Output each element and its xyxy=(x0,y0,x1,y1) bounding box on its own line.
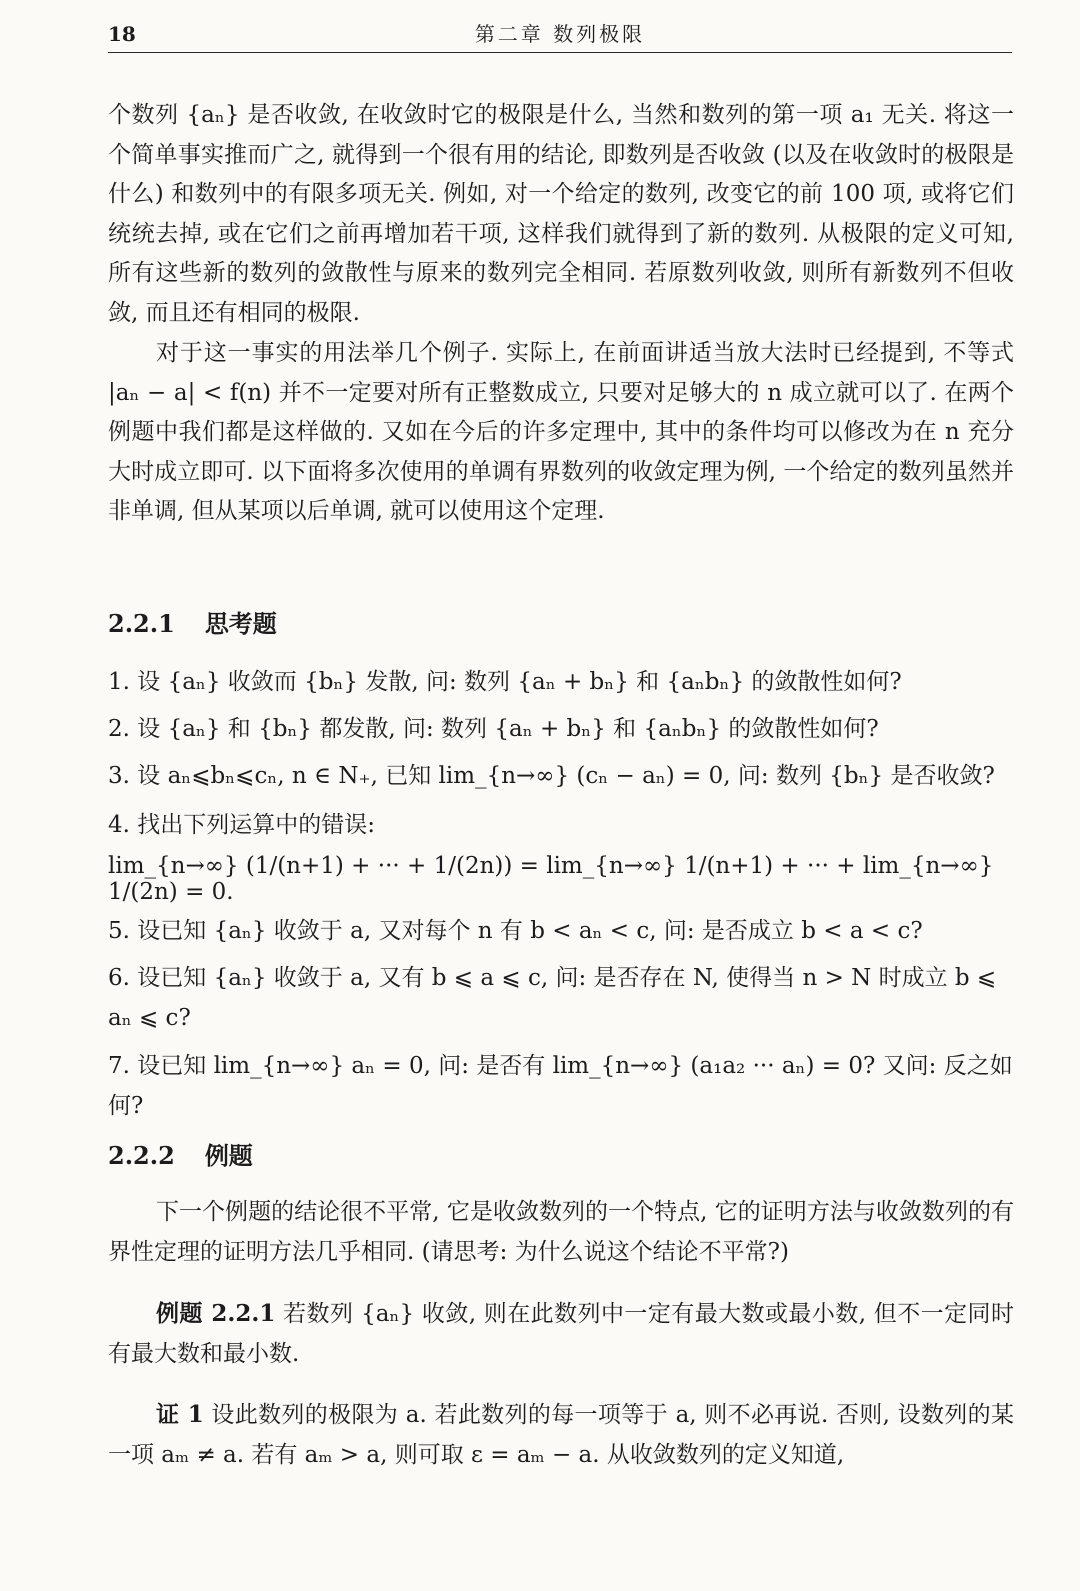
section-title: 例题 xyxy=(204,1141,253,1170)
question-4: 4. 找出下列运算中的错误: xyxy=(108,812,376,838)
proof-text: 设此数列的极限为 a. 若此数列的每一项等于 a, 则不必再说. 否则, 设数列的某一项 aₘ ≠ a. 若有 aₘ > a, 则可取 ε = aₘ − a. 从收敛数列的定义知道, xyxy=(108,1402,1014,1468)
section-heading-2-2-2 xyxy=(108,1136,253,1171)
proof-label: 证 1 xyxy=(156,1401,204,1428)
intro-paragraph-1: 个数列 {aₙ} 是否收敛, 在收敛时它的极限是什么, 当然和数列的第一项 a₁ 无关. 将这一个简单事实推而广之, 就得到一个很有用的结论, 即数列是否收敛 (以及在收敛时的极限是什么) 和数列中的有限多项无关. 例如, 对一个给定的数列, 改变它的前 100 项, 或将它们统统去掉, 或在它们之前再增加若干项, 这样我们就得到了新的数列. 从极限的定义可知, 所有这些新的数列的敛散性与原来的数列完全相同. 若原数列收敛, 则所有新数列不但收敛, 而且还有相同的极限. xyxy=(108,102,1014,326)
question-5: 5. 设已知 {aₙ} 收敛于 a, 又对每个 n 有 b < aₙ < c, 问: 是否成立 b < a < c? xyxy=(108,918,923,944)
page-number: 18 xyxy=(108,22,136,46)
question-6: 6. 设已知 {aₙ} 收敛于 a, 又有 b ⩽ a ⩽ c, 问: 是否存在 N, 使得当 n > N 时成立 b ⩽ aₙ ⩽ c? xyxy=(108,965,997,1031)
question-1: 1. 设 {aₙ} 收敛而 {bₙ} 发散, 问: 数列 {aₙ + bₙ} 和 {aₙbₙ} 的敛散性如何? xyxy=(108,669,902,695)
proof-paragraph xyxy=(108,1395,1014,1475)
question-2: 2. 设 {aₙ} 和 {bₙ} 都发散, 问: 数列 {aₙ + bₙ} 和 {aₙbₙ} 的敛散性如何? xyxy=(108,716,879,742)
chapter-title: 第二章 数列极限 xyxy=(474,22,646,46)
section-title: 思考题 xyxy=(204,609,277,638)
section-number: 2.2.2 xyxy=(108,1141,175,1170)
question-7: 7. 设已知 lim_{n→∞} aₙ = 0, 问: 是否有 lim_{n→∞} (a₁a₂ ··· aₙ) = 0? 又问: 反之如何? xyxy=(108,1053,1013,1119)
example-text: 若数列 {aₙ} 收敛, 则在此数列中一定有最大数或最小数, 但不一定同时有最大数和最小数. xyxy=(108,1301,1014,1367)
intro-paragraph-2: 对于这一事实的用法举几个例子. 实际上, 在前面讲适当放大法时已经提到, 不等式 |aₙ − a| < f(n) 并不一定要对所有正整数成立, 只要对足够大的 n 成立就可以了. 在两个例题中我们都是这样做的. 又如在今后的许多定理中, 其中的条件均可以修改为在 n 充分大时成立即可. 以下面将多次使用的单调有界数列的收敛定理为例, 一个给定的数列虽然并非单调, 但从某项以后单调, 就可以使用这个定理. xyxy=(108,340,1014,524)
question-3: 3. 设 aₙ⩽bₙ⩽cₙ, n ∈ N₊, 已知 lim_{n→∞} (cₙ − aₙ) = 0, 问: 数列 {bₙ} 是否收敛? xyxy=(108,763,995,789)
running-header xyxy=(108,14,1012,53)
example-statement xyxy=(108,1294,1014,1374)
example-label: 例题 2.2.1 xyxy=(156,1300,276,1327)
section-heading-2-2-1 xyxy=(108,604,277,639)
section-number: 2.2.1 xyxy=(108,609,175,638)
question-4-formula: lim_{n→∞} (1/(n+1) + ··· + 1/(2n)) = lim_{n→∞} 1/(n+1) + ··· + lim_{n→∞} 1/(2n) = 0. xyxy=(108,853,994,905)
example-intro-paragraph: 下一个例题的结论很不平常, 它是收敛数列的一个特点, 它的证明方法与收敛数列的有界性定理的证明方法几乎相同. (请思考: 为什么说这个结论不平常?) xyxy=(108,1199,1014,1265)
